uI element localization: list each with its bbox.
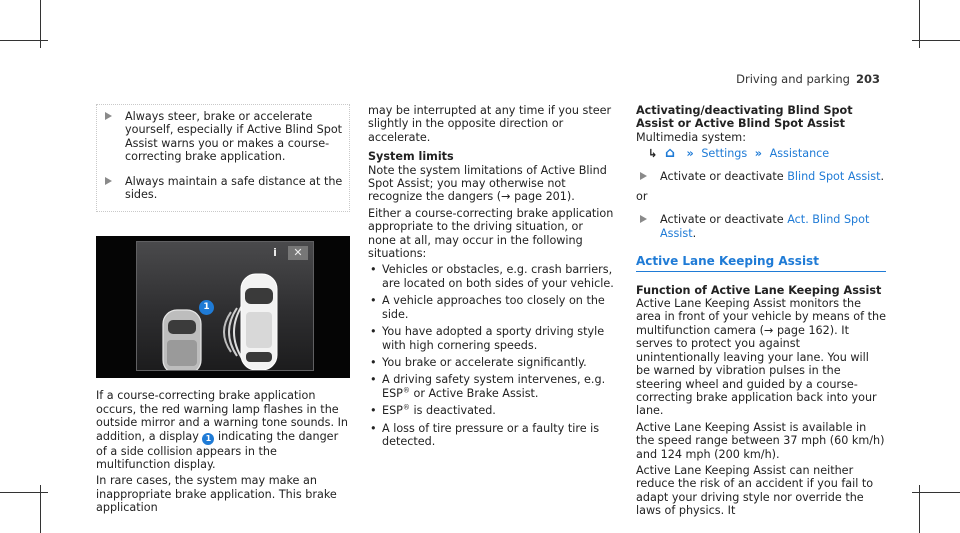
paragraph: In rare cases, the system may make an inappropriate brake application. This brake application xyxy=(96,474,337,515)
action-step xyxy=(636,213,886,240)
list-item xyxy=(368,422,614,449)
bullet-icon: • xyxy=(370,325,377,339)
menu-path xyxy=(636,147,886,160)
own-vehicle-icon xyxy=(237,272,281,370)
bullet-icon: • xyxy=(370,404,377,418)
subheading: Activating/deactivating Blind Spot Assist or Active Blind Spot Assist xyxy=(636,104,853,131)
subheading: Function of Active Lane Keeping Assist xyxy=(636,283,882,297)
bullet-icon: • xyxy=(370,421,377,435)
menu-start-icon: ↳ xyxy=(648,147,658,161)
bullet-icon: • xyxy=(370,355,377,369)
column-2 xyxy=(368,104,614,452)
arrow-icon xyxy=(640,215,647,223)
crop-mark xyxy=(0,40,48,41)
warning-item xyxy=(101,110,343,164)
warning-text: Always maintain a safe distance at the sides. xyxy=(125,174,343,202)
paragraph-text: If a course-correcting brake application occurs, the red warning lamp flashes in the outside mirror and a warning tone sounds. In addition, a display xyxy=(96,389,348,443)
paragraph: Either a course-correcting brake application appropriate to the driving situation, or none at all, may occur in the following situations: xyxy=(368,206,614,261)
paragraph: may be interrupted at any time if you steer slightly in the opposite direction or accelerate. xyxy=(368,104,612,144)
list-item xyxy=(368,263,614,290)
paragraph: Active Lane Keeping Assist is available in the speed range between 37 mph (60 km/h) and 124 mph (200 km/h). xyxy=(636,420,885,461)
step-text: Activate or deactivate xyxy=(660,169,788,183)
paragraph: Note the system limitations of Active Blind Spot Assist; you may otherwise not recognize the dangers (→ page 201). xyxy=(368,163,607,204)
bullet-icon: • xyxy=(370,263,377,277)
column-3 xyxy=(636,104,886,521)
list-item-text: Vehicles or obstacles, e.g. crash barriers, are located on both sides of your vehicle. xyxy=(382,263,614,290)
list-item xyxy=(368,325,614,352)
limits-list xyxy=(368,263,614,448)
column-1 xyxy=(96,104,350,518)
callout-badge: 1 xyxy=(202,433,214,445)
action-step xyxy=(636,170,886,183)
multifunction-display xyxy=(136,241,314,371)
warning-text: Always steer, brake or accelerate yourself, especially if Active Blind Spot Assist warns you or makes a course-correcting brake application. xyxy=(125,110,343,164)
display-figure xyxy=(96,236,350,378)
active-blind-spot-assist-link[interactable]: Act. Blind Spot Assist xyxy=(660,213,870,240)
step-text: . xyxy=(692,226,697,240)
paragraph xyxy=(96,389,350,471)
warning-box xyxy=(96,104,350,212)
subheading: System limits xyxy=(368,150,454,164)
or-text: or xyxy=(636,190,648,204)
close-icon: ✕ xyxy=(288,246,308,260)
paragraph: Multimedia system: xyxy=(636,130,746,144)
list-item-text: You have adopted a sporty driving style with high cornering speeds. xyxy=(382,325,605,352)
adjacent-car-icon xyxy=(157,306,207,370)
info-icon: i xyxy=(273,246,277,260)
list-item-text: You brake or accelerate significantly. xyxy=(382,355,587,369)
list-item xyxy=(368,404,614,417)
blind-spot-assist-link[interactable]: Blind Spot Assist xyxy=(787,169,881,183)
list-item-text: A driving safety system intervenes, e.g. ESP® or Active Brake Assist. xyxy=(382,373,606,400)
section-title: Active Lane Keeping Assist xyxy=(636,255,886,271)
crop-mark xyxy=(912,40,960,41)
list-item-text: A loss of tire pressure or a faulty tire is detected. xyxy=(382,421,600,448)
bullet-icon: • xyxy=(370,294,377,308)
chevron-right-icon: » xyxy=(754,147,763,161)
section-name: Driving and parking xyxy=(736,72,850,86)
list-item xyxy=(368,356,614,369)
list-item xyxy=(368,294,614,321)
step-text: . xyxy=(880,169,885,183)
chevron-right-icon: » xyxy=(686,147,694,161)
crop-mark xyxy=(912,492,960,493)
arrow-icon xyxy=(105,177,112,185)
arrow-icon xyxy=(640,172,647,180)
paragraph: Active Lane Keeping Assist can neither reduce the risk of an accident if you fail to adapt your driving style nor override the laws of physics. It xyxy=(636,463,874,518)
menu-item-settings[interactable]: Settings xyxy=(701,147,748,161)
list-item-text: A vehicle approaches too closely on the side. xyxy=(382,294,605,321)
callout-badge: 1 xyxy=(199,300,214,315)
warning-item xyxy=(101,175,343,202)
running-header xyxy=(736,73,880,86)
paragraph: Active Lane Keeping Assist monitors the area in front of your vehicle by means of the multifunction camera (→ page 162). It serves to protect you against unintentionally leaving your lane. You will be warned by vibration pulses in the steering wheel and guided by a course-correcting brake application back into your lane. xyxy=(636,297,886,418)
arrow-icon xyxy=(105,112,112,120)
bullet-icon: • xyxy=(370,373,377,387)
home-icon: ⌂ xyxy=(664,145,675,162)
page-number: 203 xyxy=(855,72,880,86)
crop-mark xyxy=(0,492,48,493)
step-text: Activate or deactivate xyxy=(660,213,788,227)
list-item-text: ESP® is deactivated. xyxy=(382,403,496,418)
menu-item-assistance[interactable]: Assistance xyxy=(769,147,830,161)
paragraph-text: indicating the danger of a side collision appears in the multifunction display. xyxy=(96,429,339,472)
list-item xyxy=(368,373,614,400)
